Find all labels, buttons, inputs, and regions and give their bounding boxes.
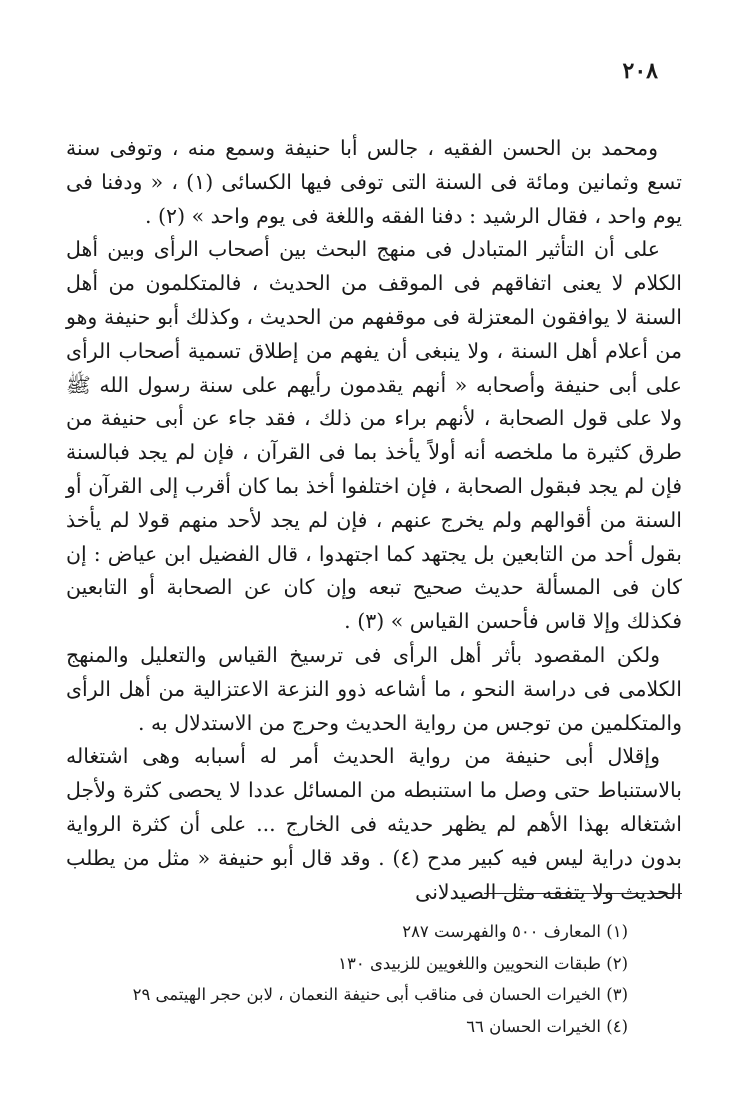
footnote-divider <box>484 893 682 894</box>
main-text <box>66 132 682 909</box>
footnote-2: (٢) طبقات النحويين واللغويين للزبيدى ١٣٠ <box>338 953 628 973</box>
paragraph-1: ومحمد بن الحسن الفقيه ، جالس أبا حنيفة وسمع منه ، وتوفى سنة تسع وثمانين ومائة فى السنة التى توفى فيها الكسائى (١) ، « ودفنا فى يوم واحد ، فقال الرشيد : دفنا الفقه واللغة فى يوم واحد » (٢) . <box>66 136 683 228</box>
paragraph-2: على أن التأثير المتبادل فى منهج البحث بين أصحاب الرأى وبين أهل الكلام لا يعنى اتفاقهم فى الموقف من الحديث ، فالمتكلمون من أهل السنة لا يوافقون المعتزلة فى موقفهم من الحديث ، وكذلك أبو حنيفة وهو من أعلام أهل السنة ، ولا ينبغى أن يفهم من إطلاق تسمية أصحاب الرأى على أبى حنيفة وأصحابه « أنهم يقدمون رأيهم على سنة رسول الله ﷺ ولا على قول الصحابة ، لأنهم براء من ذلك ، فقد جاء عن أبى حنيفة من طرق كثيرة ما ملخصه أنه أولاً يأخذ بما فى القرآن ، فإن لم يجد فبالسنة فإن لم يجد فبقول الصحابة ، فإن اختلفوا أخذ بما كان أقرب إلى القرآن أو السنة من أقوالهم ولم يخرج عنهم ، فإن لم يجد لأحد منهم قولا لم يأخذ بقول أحد من التابعين بل يجتهد كما اجتهدوا ، قال الفضيل ابن عياض : إن كان فى المسألة حديث صحيح تبعه وإن كان عن الصحابة أو التابعين فكذلك وإلا قاس فأحسن القياس » (٣) . <box>66 237 682 634</box>
footnote-4: (٤) الخيرات الحسان ٦٦ <box>466 1016 628 1036</box>
footnotes <box>68 916 628 1042</box>
footnote-3: (٣) الخيرات الحسان فى مناقب أبى حنيفة النعمان ، لابن حجر الهيتمى ٢٩ <box>132 985 628 1004</box>
paragraph-3: ولكن المقصود بأثر أهل الرأى فى ترسيخ القياس والتعليل والمنهج الكلامى فى دراسة النحو ، ما أشاعه ذوو النزعة الاعتزالية من أهل الرأى والمتكلمين من توجس من رواية الحديث وحرج من الاستدلال به . <box>66 642 682 735</box>
footnote-1: (١) المعارف ٥٠٠ والفهرست ٢٨٧ <box>402 922 628 941</box>
page-number: ٢٠٨ <box>622 58 658 84</box>
paragraph-4: وإقلال أبى حنيفة من رواية الحديث أمر له أسبابه وهى اشتغاله بالاستنباط حتى وصل ما استنبطه من المسائل عددا لا يحصى كثرة ولأجل اشتغاله بهذا الأهم لم يظهر حديثه فى الخارج ... على أن كثرة الرواية بدون دراية ليس فيه كبير مدح (٤) . وقد قال أبو حنيفة « مثل من يطلب الحديث ولا يتفقه مثل الصيدلانى <box>66 744 683 904</box>
